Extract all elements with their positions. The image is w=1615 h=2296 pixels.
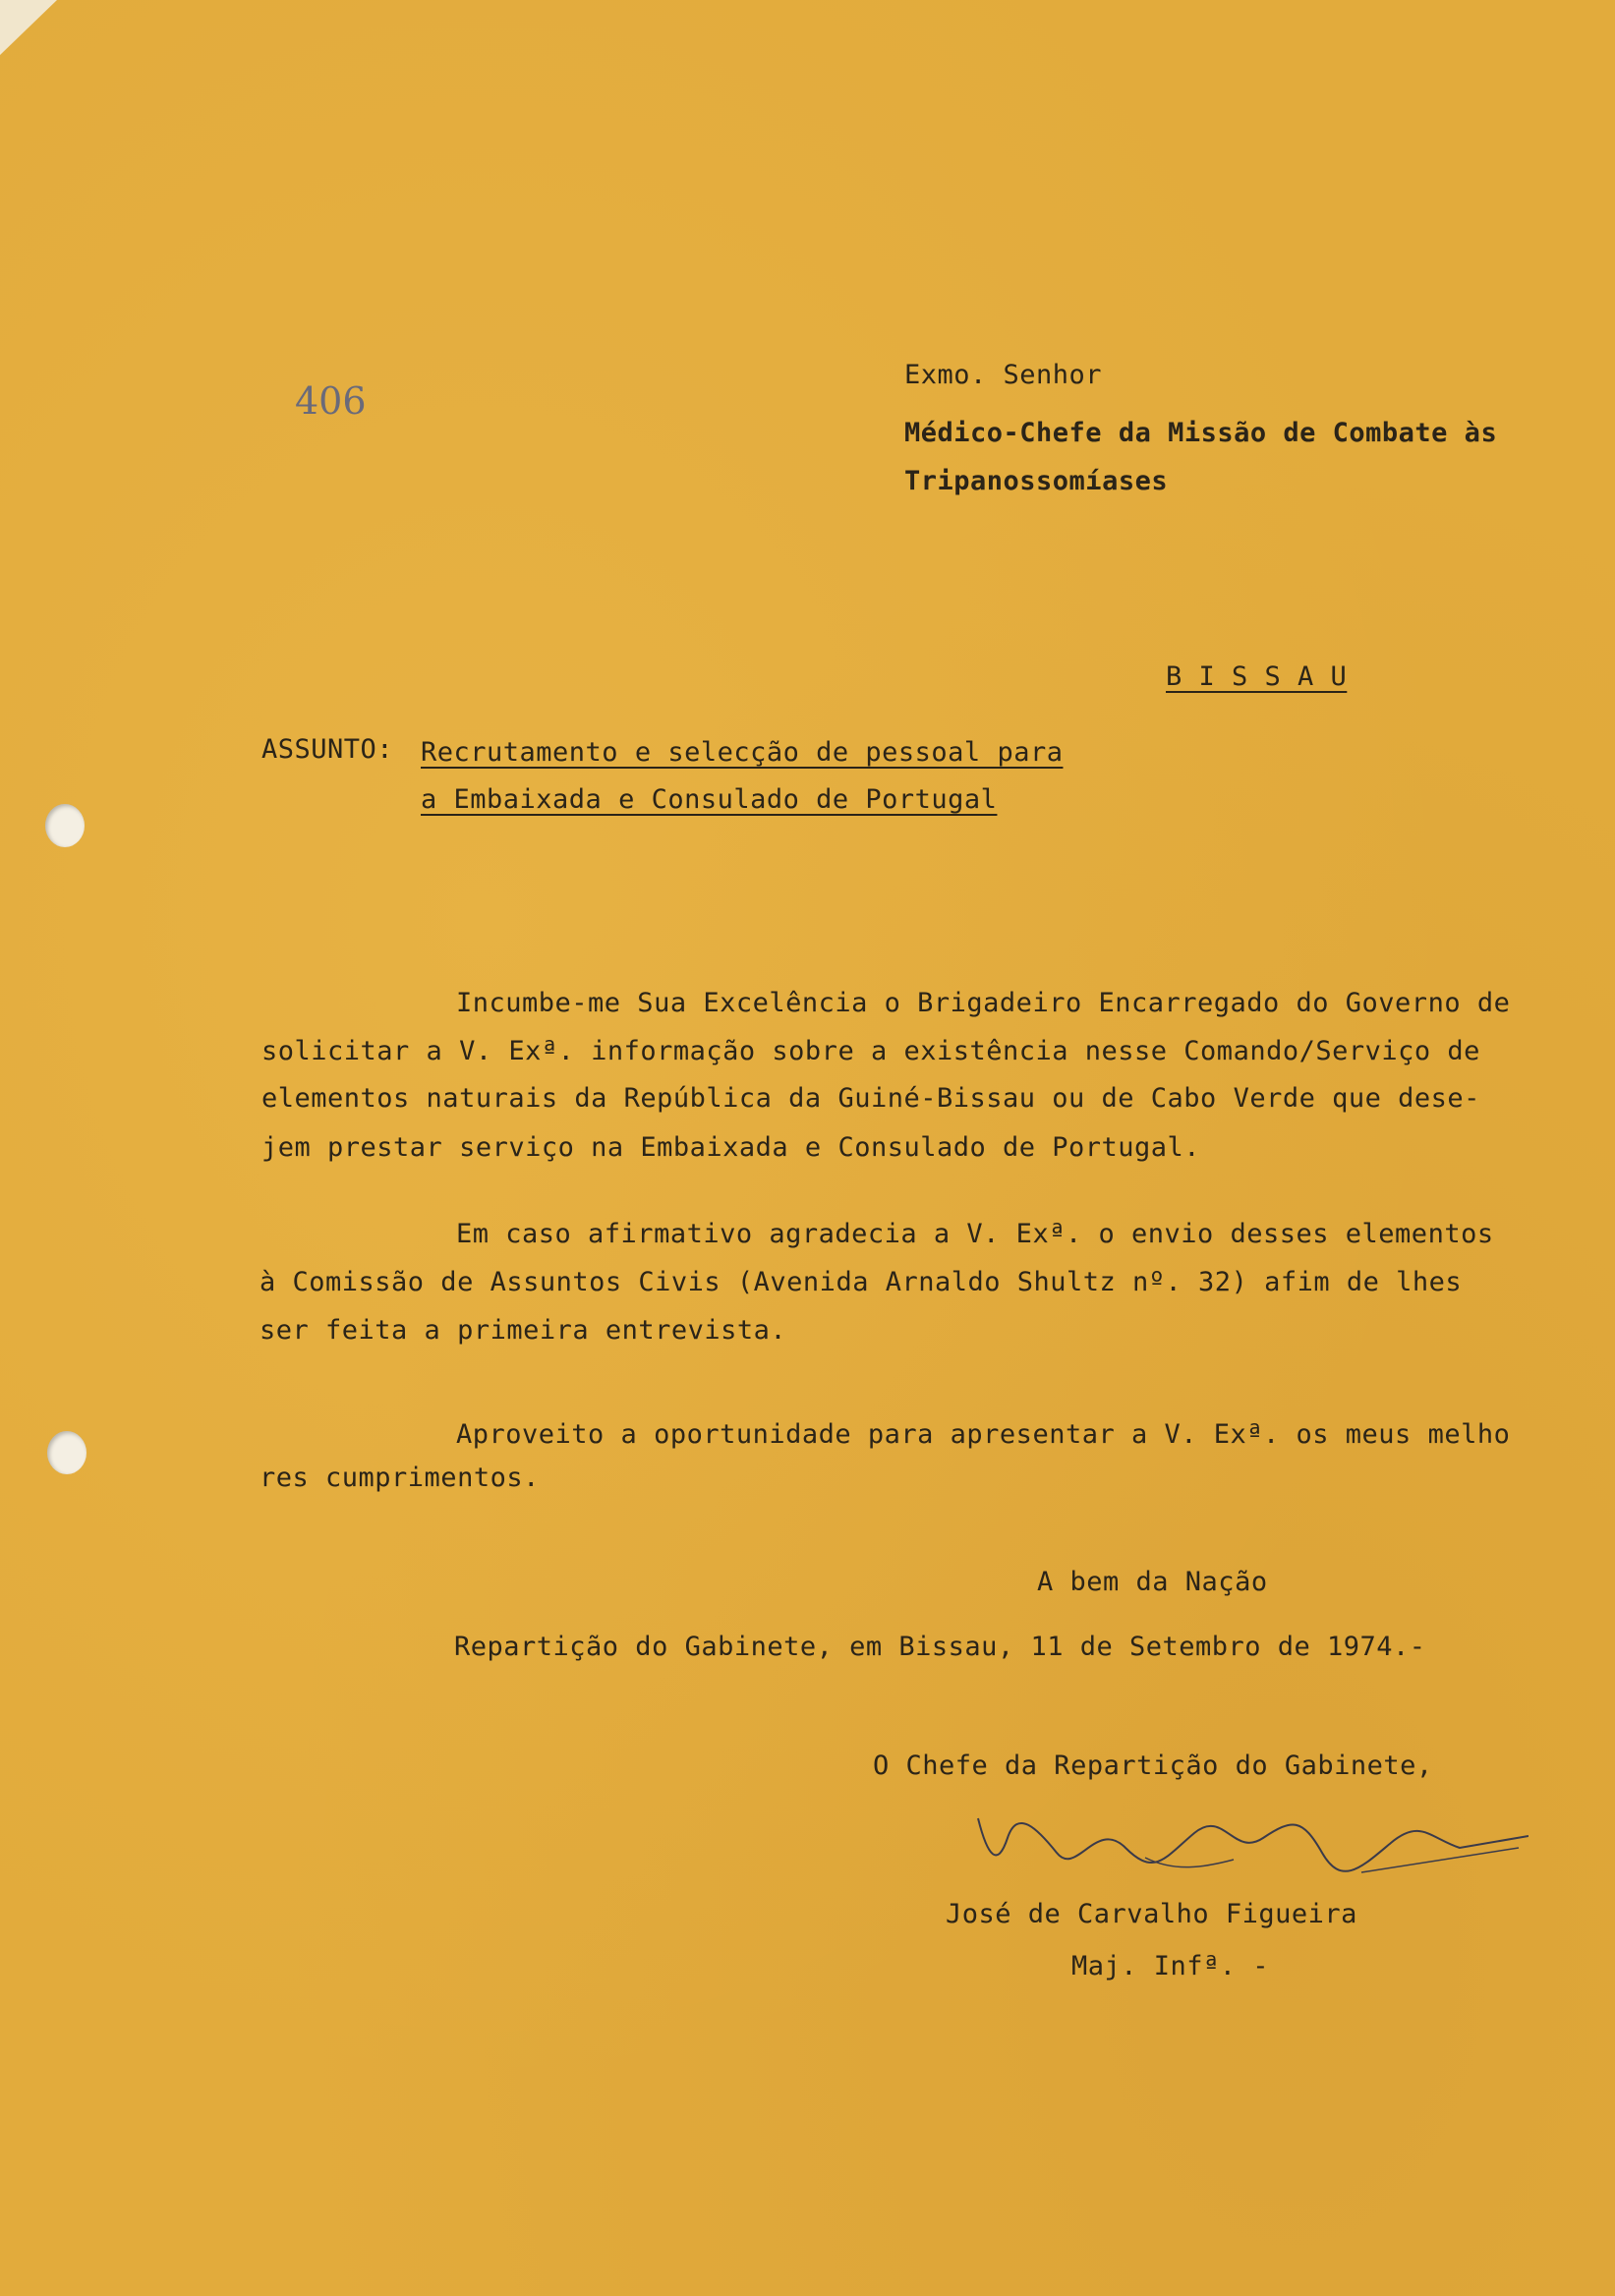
salutation: Exmo. Senhor bbox=[904, 360, 1103, 390]
subject-line1: Recrutamento e selecção de pessoal para bbox=[421, 737, 1064, 768]
body-p1-line3: elementos naturais da República da Guiné-Bissau ou de Cabo Verde que dese- bbox=[261, 1083, 1480, 1114]
punch-hole bbox=[45, 804, 85, 847]
subject-line2: a Embaixada e Consulado de Portugal bbox=[421, 784, 998, 815]
body-p2-line1: Em caso afirmativo agradecia a V. Exª. o envio desses elementos bbox=[456, 1219, 1494, 1249]
handwritten-signature bbox=[968, 1799, 1528, 1887]
body-p1-line4: jem prestar serviço na Embaixada e Consulado de Portugal. bbox=[261, 1132, 1201, 1163]
punch-hole bbox=[47, 1431, 87, 1474]
body-p1-line2: solicitar a V. Exª. informação sobre a existência nesse Comando/Serviço de bbox=[261, 1036, 1480, 1066]
body-p2-line2: à Comissão de Assuntos Civis (Avenida Arnaldo Shultz nº. 32) afim de lhes bbox=[260, 1267, 1463, 1297]
signer-name: José de Carvalho Figueira bbox=[946, 1899, 1357, 1929]
recipient-title-line1: Médico-Chefe da Missão de Combate às bbox=[904, 418, 1498, 448]
signer-title: O Chefe da Repartição do Gabinete, bbox=[873, 1751, 1433, 1781]
subject-label: ASSUNTO: bbox=[261, 734, 394, 765]
file-number: 406 bbox=[295, 379, 367, 423]
folded-corner bbox=[0, 0, 57, 55]
recipient-title-line2: Tripanossomíases bbox=[904, 466, 1169, 496]
signer-rank: Maj. Infª. - bbox=[1071, 1951, 1270, 1981]
recipient-city: B I S S A U bbox=[1166, 661, 1348, 692]
body-p2-line3: ser feita a primeira entrevista. bbox=[260, 1315, 787, 1346]
place-date: Repartição do Gabinete, em Bissau, 11 de Setembro de 1974.- bbox=[454, 1632, 1426, 1662]
body-p3-line1: Aproveito a oportunidade para apresentar a V. Exª. os meus melho bbox=[456, 1419, 1511, 1450]
body-p3-line2: res cumprimentos. bbox=[260, 1463, 540, 1493]
body-p1-line1: Incumbe-me Sua Excelência o Brigadeiro Encarregado do Governo de bbox=[456, 988, 1511, 1018]
closing-motto: A bem da Nação bbox=[1037, 1567, 1268, 1597]
